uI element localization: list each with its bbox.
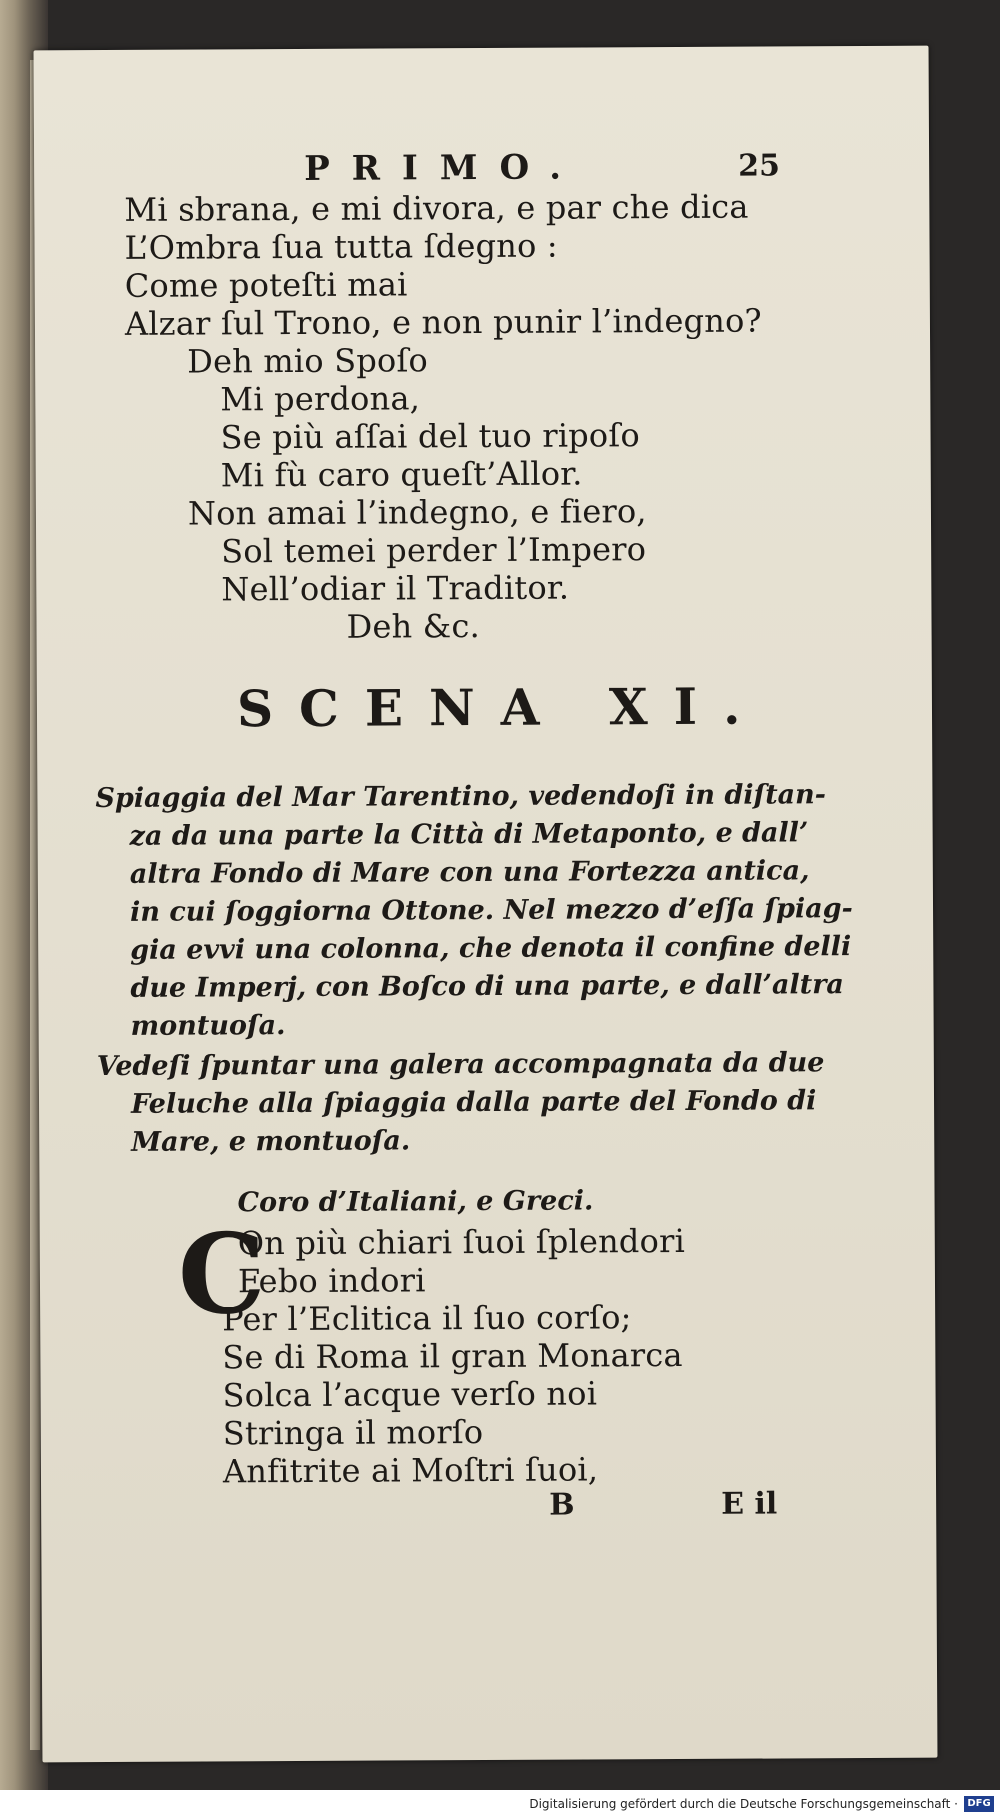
page-number: 25: [738, 148, 780, 184]
book-page: [34, 46, 938, 1763]
verse-line: Nell’odiar il Traditor.: [221, 568, 570, 609]
verse-line: Mi fù caro queſt’Allor.: [220, 454, 583, 495]
footer-credit: Digitalisierung gefördert durch die Deutsche Forschungsgemeinschaft ·: [529, 1797, 958, 1811]
chorus-label: Coro d’Italiani, e Greci.: [237, 1185, 594, 1219]
verse-line: Deh &c.: [346, 607, 481, 646]
stage-direction-line: due Imperj, con Boſco di una parte, e dall’altra: [130, 969, 844, 1004]
signature-mark: B: [549, 1487, 575, 1523]
chorus-verse-line: Solca l’acque verſo noi: [222, 1374, 598, 1415]
chorus-verse-line: Se di Roma il gran Monarca: [222, 1335, 683, 1377]
verse-line: Come poteſti mai: [124, 265, 408, 305]
verse-line: Non amai l’indegno, e fiero,: [187, 492, 647, 533]
running-title: PRIMO.: [304, 147, 584, 189]
stage-direction-line: Feluche alla ſpiaggia dalla parte del Fondo di: [130, 1085, 817, 1120]
verse-line: Mi sbrana, e mi divora, e par che dica: [124, 187, 749, 229]
stage-direction-line: in cui ſoggiorna Ottone. Nel mezzo d’eſſa ſpiag-: [129, 893, 853, 928]
stage-direction-line: za da una parte la Città di Metaponto, e dall’: [129, 817, 809, 852]
dfg-logo-icon: DFG: [964, 1796, 994, 1812]
stage-direction-line: Spiaggia del Mar Tarentino, vedendoſi in diſtan-: [95, 779, 827, 815]
verse-line: Deh mio Spoſo: [187, 341, 429, 381]
chorus-verse-line: Stringa il morſo: [222, 1413, 484, 1453]
stage-direction-line: montuoſa.: [130, 1010, 286, 1042]
verse-line: Alzar ſul Trono, e non punir l’indegno?: [124, 301, 762, 343]
stage-direction-line: Vedeſi ſpuntar una galera accompagnata da due: [96, 1047, 825, 1083]
stage-direction-line: Mare, e montuoſa.: [131, 1125, 411, 1158]
verse-line: Sol temei perder l’Impero: [221, 530, 647, 571]
verse-line: Mi perdona,: [220, 379, 421, 419]
drop-cap: C: [177, 1209, 266, 1339]
digitization-footer: [0, 1790, 1000, 1820]
verse-line: Se più aſſai del tuo ripoſo: [220, 416, 640, 457]
chorus-verse-line: Febo indori: [237, 1261, 426, 1301]
verse-line: L’Ombra ſua tutta ſdegno :: [124, 226, 558, 267]
stage-direction-line: altra Fondo di Mare con una Fortezza antica,: [129, 855, 810, 890]
stage-direction-line: gia evvi una colonna, che denota il confine delli: [130, 931, 852, 966]
scene-heading: SCENA XI.: [236, 676, 767, 739]
catchword: E il: [721, 1486, 778, 1522]
chorus-verse-line: Per l’Eclitica il ſuo corſo;: [222, 1298, 632, 1339]
chorus-verse-line: On più chiari ſuoi ſplendori: [237, 1221, 686, 1263]
chorus-verse-line: Anfitrite ai Moſtri ſuoi,: [222, 1450, 599, 1491]
